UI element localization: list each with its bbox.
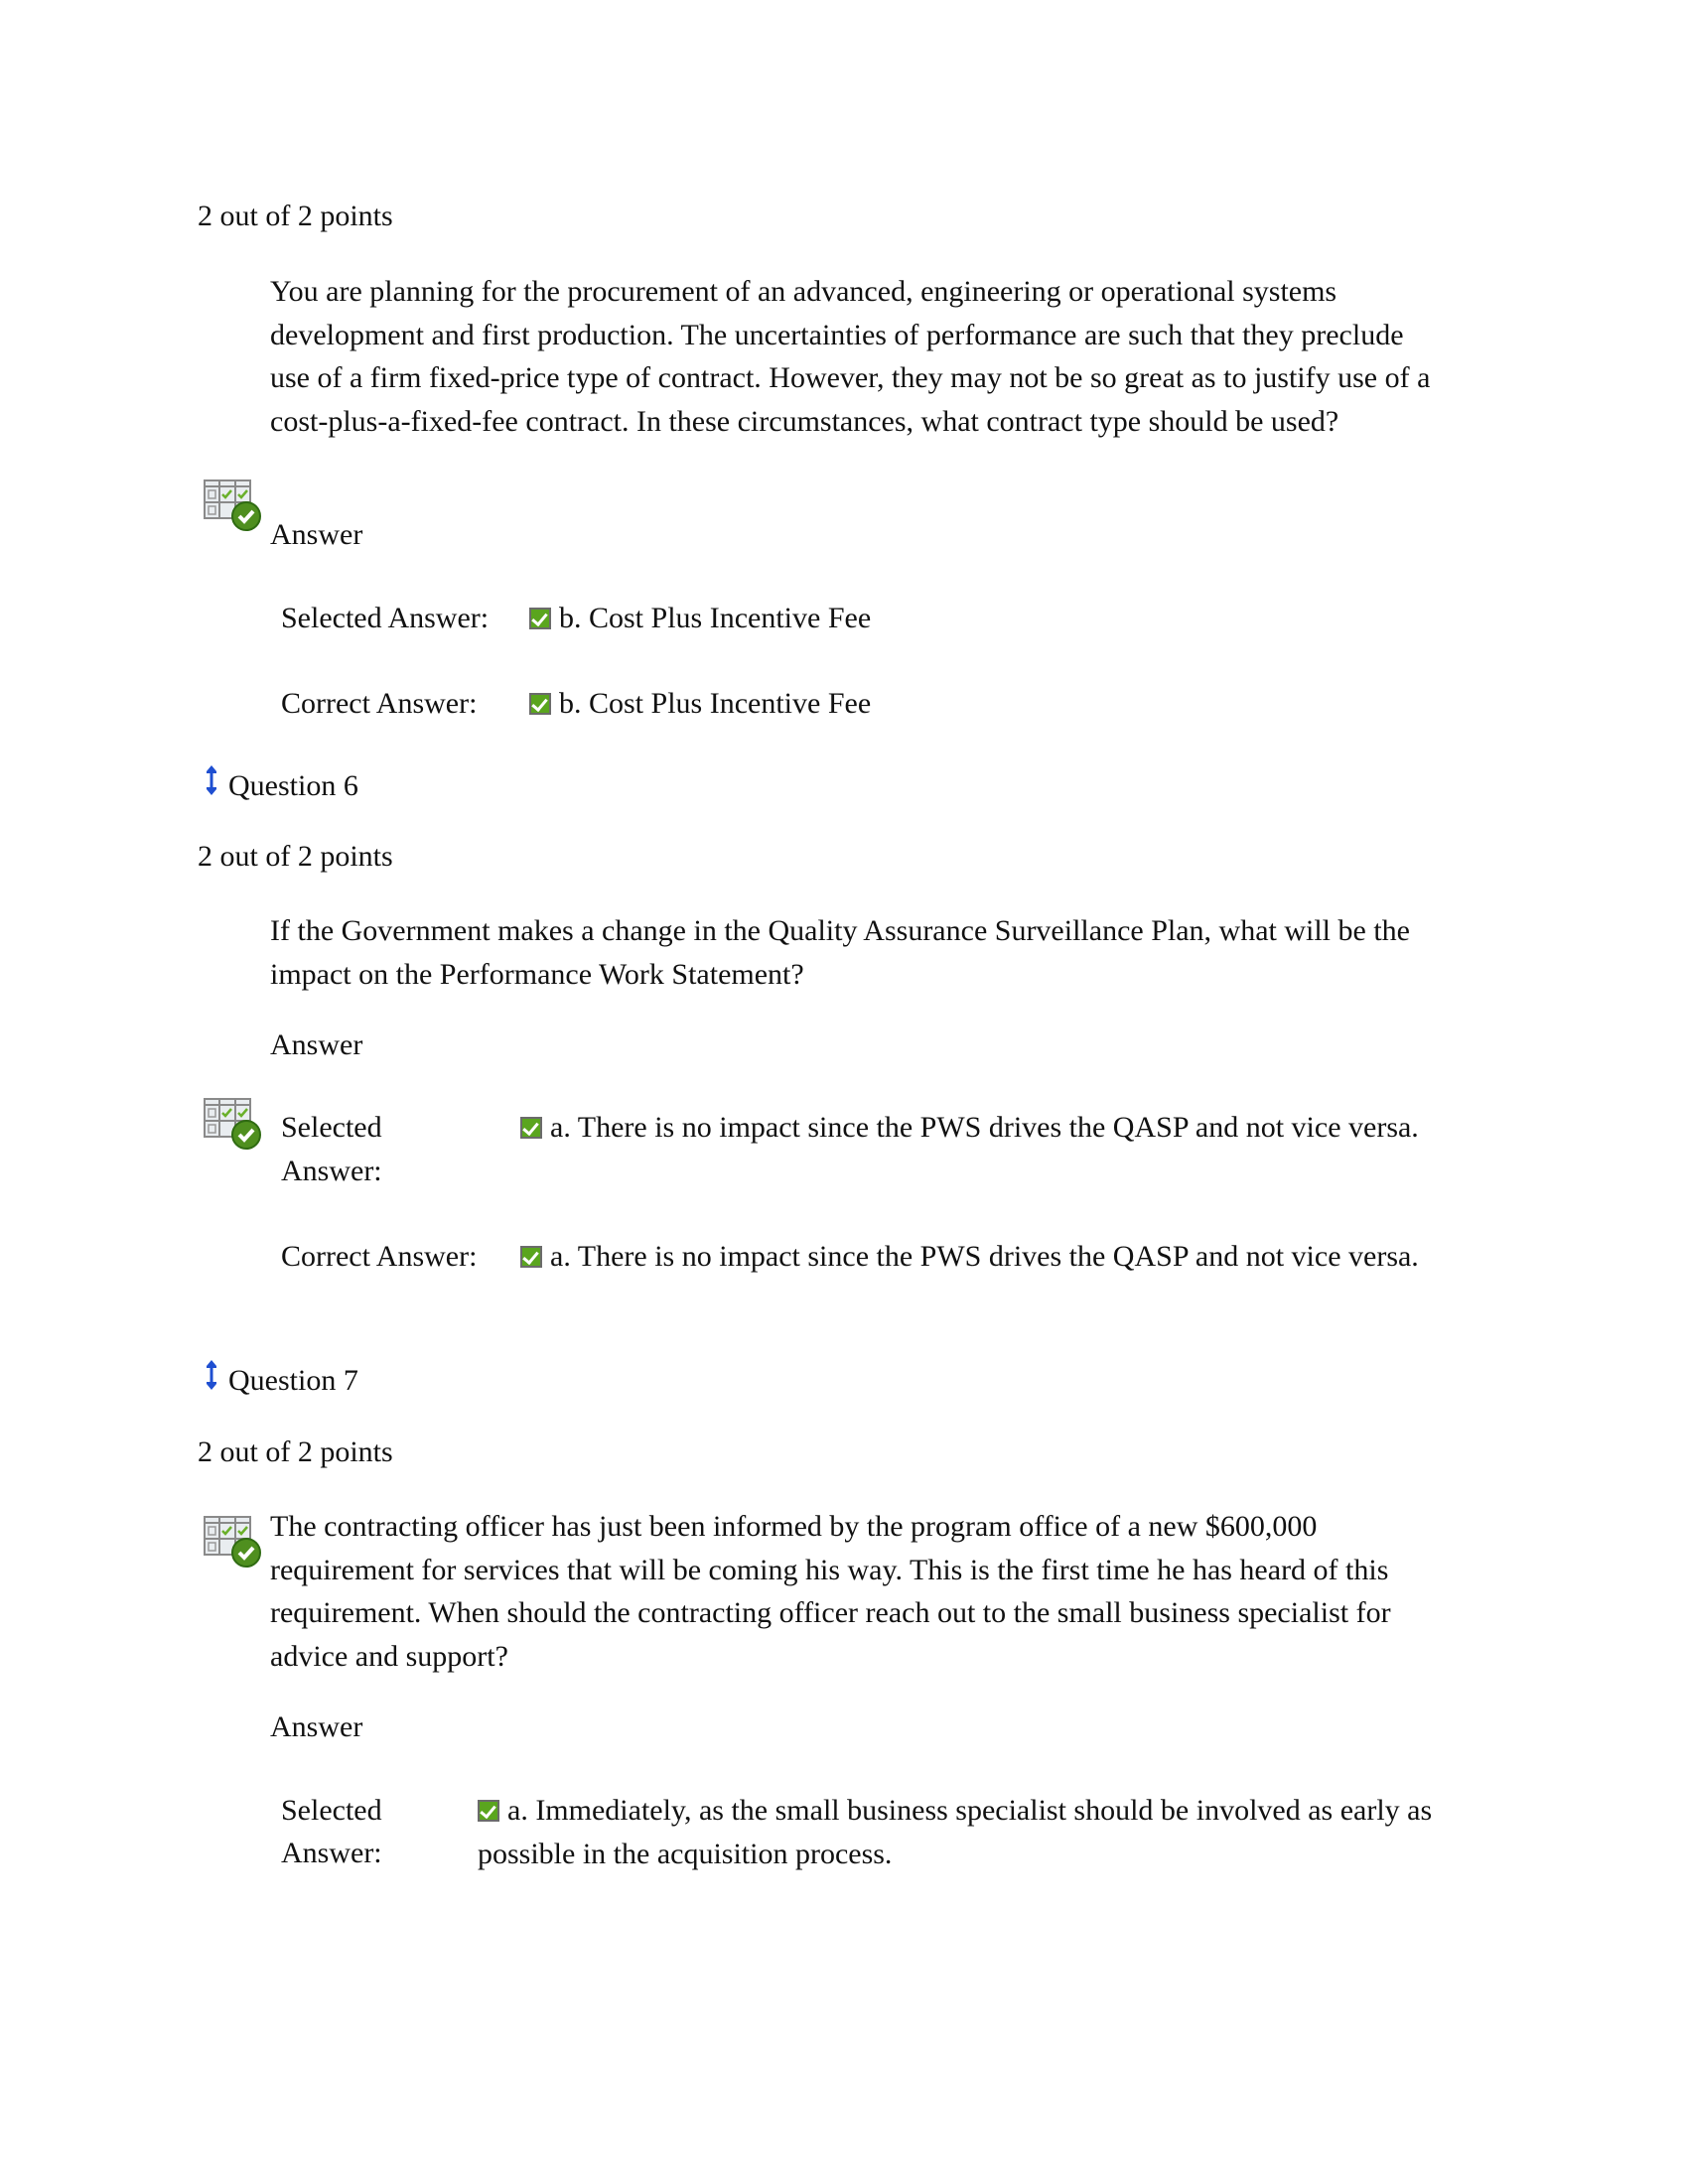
correct-check-icon (529, 693, 551, 715)
selected-answer-label-line2: Answer: (281, 1837, 382, 1869)
selected-answer-label-line1: Selected (281, 1794, 382, 1827)
reorder-arrow-icon[interactable] (205, 1359, 218, 1391)
answer-heading: Answer (270, 518, 363, 551)
reorder-arrow-icon[interactable] (205, 764, 218, 796)
question-points: 2 out of 2 points (198, 1435, 393, 1468)
question-text: If the Government makes a change in the Quality Assurance Surveillance Plan, what will be the impact on the Performance Work Statement? (270, 914, 1410, 991)
question-points: 2 out of 2 points (198, 840, 393, 873)
selected-answer-label: Selected Answer: (281, 602, 490, 634)
answer-heading: Answer (270, 1028, 363, 1061)
selected-answer-value: a. There is no impact since the PWS drives the QASP and not vice versa. (520, 1106, 1454, 1150)
correct-answer-label: Correct Answer: (281, 687, 478, 720)
question-title: Question 7 (228, 1364, 358, 1397)
correct-check-icon (520, 1117, 542, 1139)
correct-answer-label: Correct Answer: (281, 1240, 478, 1273)
answer-heading: Answer (270, 1710, 363, 1743)
correct-check-icon (529, 608, 551, 629)
correct-check-icon (478, 1800, 499, 1822)
selected-answer-value: a. Immediately, as the small business specialist should be involved as early as possible in the acquisition process. (478, 1794, 1433, 1870)
correct-answer-value: b. Cost Plus Incentive Fee (529, 682, 871, 726)
correct-check-icon (520, 1246, 542, 1268)
question-points: 2 out of 2 points (198, 200, 393, 232)
selected-answer-label-line2: Answer: (281, 1155, 382, 1187)
graded-correct-icon (204, 479, 261, 531)
question-text: You are planning for the procurement of an advanced, engineering or operational systems development and first production. The uncertainties of performance are such that they preclude use of a firm fixed-price type of contract. However, they may not be so great as to justify use of a cost-plus-a-fixed-fee contract. In these circumstances, what contract type should be used? (270, 275, 1431, 438)
selected-answer-label-line1: Selected (281, 1111, 382, 1144)
graded-correct-icon (204, 1516, 261, 1568)
graded-correct-icon (204, 1098, 261, 1150)
selected-answer-value: b. Cost Plus Incentive Fee (529, 597, 871, 640)
correct-answer-value: a. There is no impact since the PWS drives the QASP and not vice versa. (520, 1235, 1454, 1279)
question-title: Question 6 (228, 769, 358, 802)
question-text: The contracting officer has just been informed by the program office of a new $600,000 requirement for services that will be coming his way. This is the first time he has heard of this requirement. When should the contracting officer reach out to the small business specialist for advice and support? (270, 1510, 1391, 1673)
